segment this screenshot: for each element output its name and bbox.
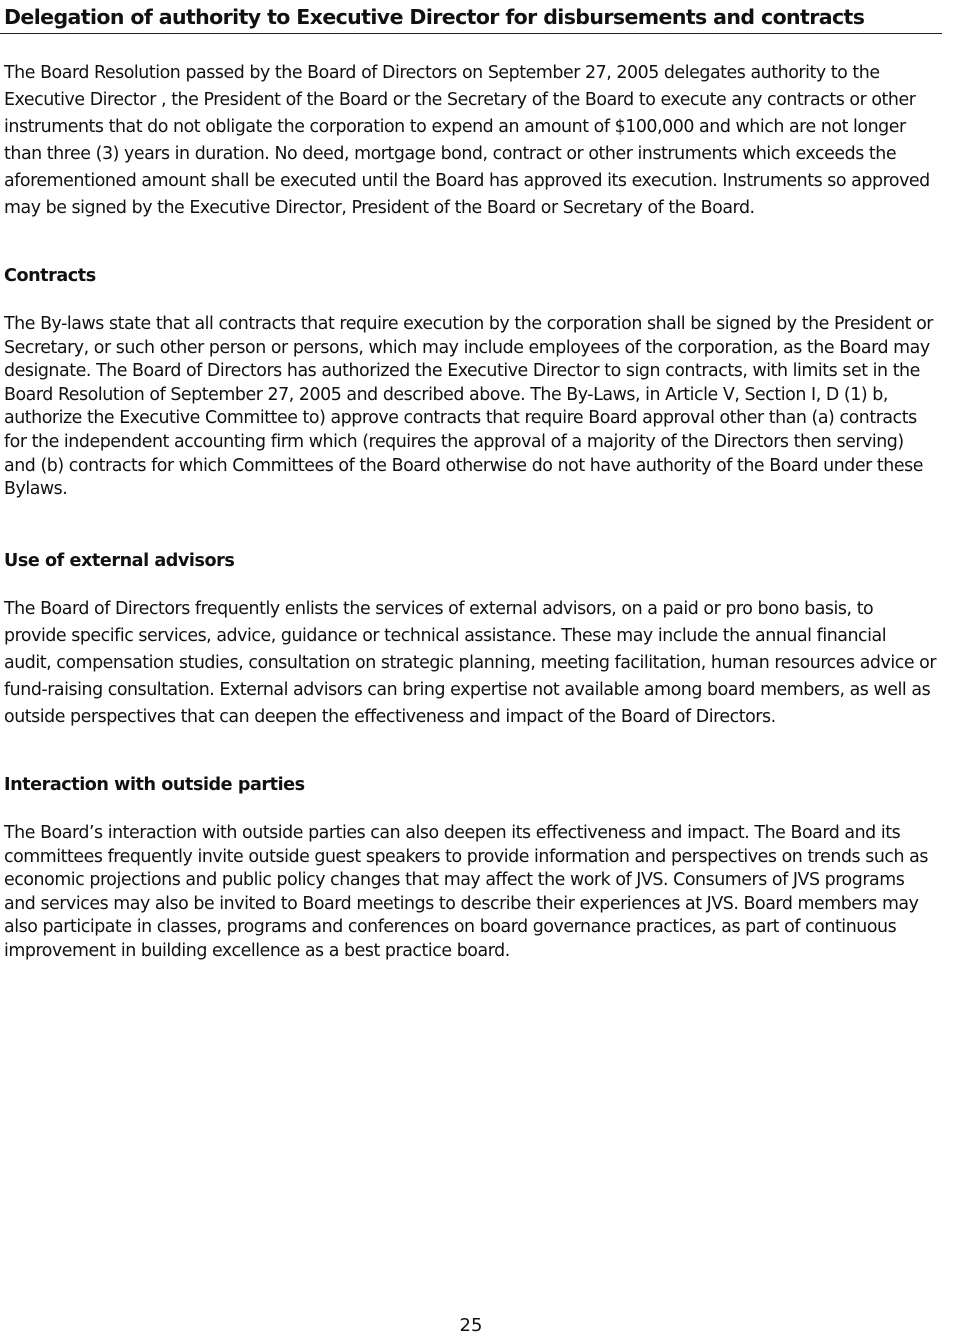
section-body-contracts: The By-laws state that all contracts that require execution by the corporation shall be signed by the President or Secretary, or such other person or persons, which may include employees of the corporation, as the Board may designate. The Board of Directors has authorized the Executive Director to sign contracts, with limits set in the Board Resolution of September 27, 2005 and described above. The By-Laws, in Article V, Section I, D (1) b, authorize the Executive Committee to) approve contracts that require Board approval other than (a) contracts for the independent accounting firm which (requires the approval of a majority of the Directors then serving) and (b) contracts for which Committees of the Board otherwise do not have authority of the Board under these Bylaws. — [4, 314, 934, 500]
section-body-external-advisors: The Board of Directors frequently enlists the services of external advisors, on a paid or pro bono basis, to provide specific services, advice, guidance or technical assistance. These may include the annual financial audit, compensation studies, consultation on strategic planning, meeting facilitation, human resources advice or fund-raising consultation. External advisors can bring expertise not available among board members, as well as outside perspectives that can deepen the effectiveness and impact of the Board of Directors. — [4, 599, 937, 728]
section-body-outside-parties: The Board’s interaction with outside parties can also deepen its effectiveness and impact. The Board and its committees frequently invite outside guest speakers to provide information and perspectives on trends such as economic projections and public policy changes that may affect the work of JVS. Consumers of JVS programs and services may also be invited to Board meetings to describe their experiences at JVS. Board members may also participate in classes, programs and conferences on board governance practices, as part of continuous improvement in building excellence as a best practice board. — [4, 823, 928, 961]
section-heading-external-advisors: Use of external advisors — [4, 551, 235, 571]
page-number: 25 — [459, 1315, 483, 1336]
title-divider — [0, 33, 942, 34]
section-heading-outside-parties: Interaction with outside parties — [4, 775, 305, 795]
section-heading-contracts: Contracts — [4, 266, 96, 286]
intro-paragraph: The Board Resolution passed by the Board of Directors on September 27, 2005 delegates authority to the Executive Director , the President of the Board or the Secretary of the Board to execute any contracts or other instruments that do not obligate the corporation to expend an amount of $100,000 and which are not longer than three (3) years in duration. No deed, mortgage bond, contract or other instruments which exceeds the aforementioned amount shall be executed until the Board has approved its execution. Instruments so approved may be signed by the Executive Director, President of the Board or Secretary of the Board. — [4, 63, 930, 219]
page-title: Delegation of authority to Executive Director for disbursements and contracts — [4, 5, 865, 29]
